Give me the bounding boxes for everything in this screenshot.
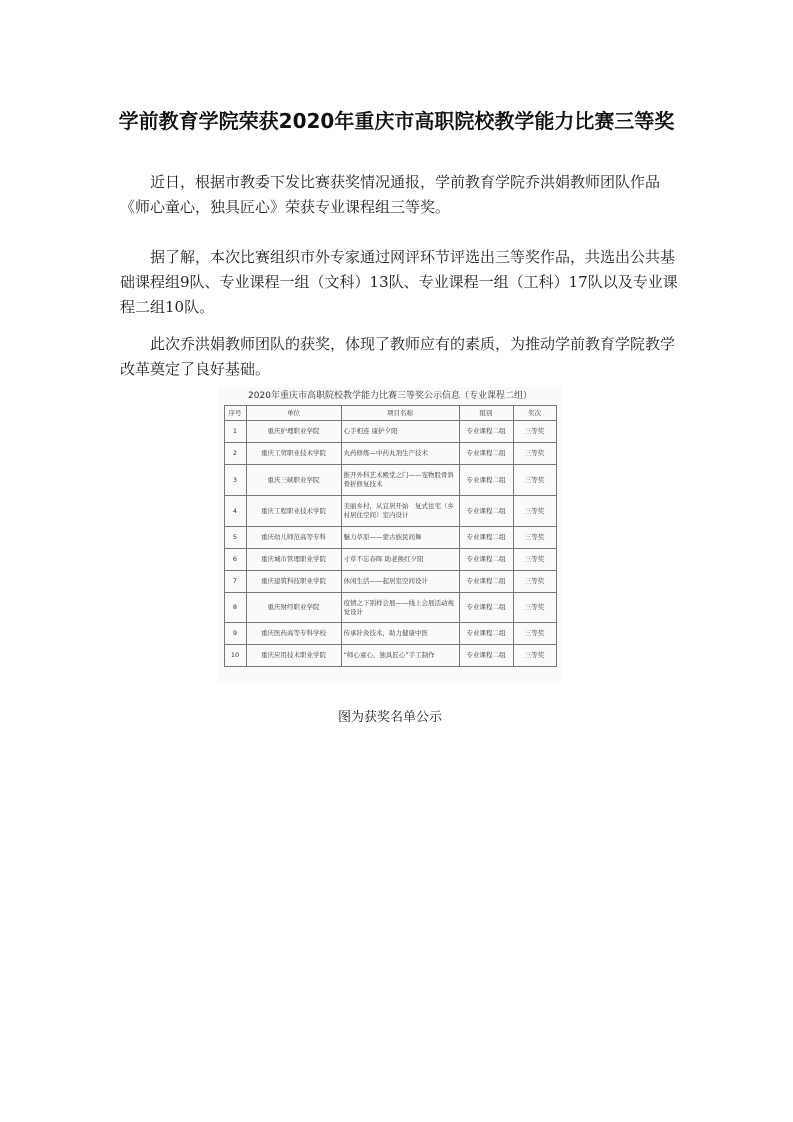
table-cell: 专业课程二组 [459, 645, 513, 667]
table-cell: 专业课程二组 [459, 623, 513, 645]
table-cell: 三等奖 [513, 593, 556, 623]
table-cell: 重庆三峡职业学院 [246, 465, 341, 496]
table-cell: 2 [224, 443, 246, 465]
table-cell: 三等奖 [513, 623, 556, 645]
table-cell: 魅力草原——蒙古族民间舞 [341, 527, 459, 549]
table-cell: 专业课程二组 [459, 421, 513, 443]
table-cell: 5 [224, 527, 246, 549]
paragraph-1: 近日，根据市教委下发比赛获奖情况通报，学前教育学院乔洪娟教师团队作品《师心童心，独具匠心》荣获专业课程组三等奖。 [120, 173, 661, 216]
table-cell: 重庆幼儿师范高等专科 [246, 527, 341, 549]
header-cell: 单位 [246, 406, 341, 421]
table-row [224, 496, 556, 527]
table-cell: 9 [224, 623, 246, 645]
table-cell: 3 [224, 465, 246, 496]
header-cell: 奖次 [513, 406, 556, 421]
table-cell: 重庆应用技术职业学院 [246, 645, 341, 667]
table-cell: 心手相连 康护夕阳 [341, 421, 459, 443]
table-cell: 7 [224, 571, 246, 593]
table-cell: 重庆城市管理职业学院 [246, 549, 341, 571]
table-cell: 三等奖 [513, 549, 556, 571]
header-cell: 组别 [459, 406, 513, 421]
table-cell: 休闲生活——起居室空间设计 [341, 571, 459, 593]
table-header-row [224, 406, 556, 421]
header-cell: 序号 [224, 406, 246, 421]
table-cell: “师心童心，独具匠心”手工制作 [341, 645, 459, 667]
table-cell: 专业课程二组 [459, 549, 513, 571]
table-cell: 重庆建筑科技职业学院 [246, 571, 341, 593]
table-row [224, 421, 556, 443]
table-cell: 专业课程二组 [459, 527, 513, 549]
table-cell: 传承针灸技术，助力健康中医 [341, 623, 459, 645]
table-cell: 专业课程二组 [459, 443, 513, 465]
table-cell: 专业课程二组 [459, 571, 513, 593]
table-cell: 重庆工贸职业技术学院 [246, 443, 341, 465]
table-row [224, 465, 556, 496]
table-cell: 10 [224, 645, 246, 667]
table-cell: 1 [224, 421, 246, 443]
paragraph-3: 此次乔洪娟教师团队的获奖，体现了教师应有的素质，为推动学前教育学院教学改革奠定了良好基础。 [120, 335, 676, 378]
table-cell: 重庆护理职业学院 [246, 421, 341, 443]
award-list-image [218, 387, 562, 683]
table-row [224, 571, 556, 593]
table-cell: 三等奖 [513, 465, 556, 496]
table-row [224, 443, 556, 465]
table-cell: 三等奖 [513, 496, 556, 527]
table-cell: 三等奖 [513, 443, 556, 465]
table-cell: 重庆工程职业技术学院 [246, 496, 341, 527]
award-table [224, 405, 557, 667]
table-row [224, 645, 556, 667]
table-row [224, 593, 556, 623]
paragraph-2: 据了解，本次比赛组织市外专家通过网评环节评选出三等奖作品，共选出公共基础课程组9队、专业课程一组（文科）13队、专业课程一组（工科）17队以及专业课程二组10队。 [120, 248, 678, 316]
table-cell: 三等奖 [513, 571, 556, 593]
table-cell: 寸草不忘春晖 助老换红夕阳 [341, 549, 459, 571]
table-cell: 6 [224, 549, 246, 571]
table-row [224, 623, 556, 645]
table-row [224, 549, 556, 571]
table-cell: 推开外科艺术殿堂之门——宠物股骨斜骨折修复技术 [341, 465, 459, 496]
header-cell: 项目名称 [341, 406, 459, 421]
table-cell: 丸药修炼—中药丸剂生产技术 [341, 443, 459, 465]
table-cell: 8 [224, 593, 246, 623]
table-cell: 专业课程二组 [459, 593, 513, 623]
table-cell: 三等奖 [513, 645, 556, 667]
table-cell: 美丽乡村，从宜居开始 复式住宅（乡村居住空间）室内设计 [341, 496, 459, 527]
table-cell: 专业课程二组 [459, 465, 513, 496]
table-cell: 三等奖 [513, 421, 556, 443]
table-cell: 重庆医药高等专科学校 [246, 623, 341, 645]
article-title: 学前教育学院荣获2020年重庆市高职院校教学能力比赛三等奖 [118, 109, 675, 133]
table-cell: 重庆财经职业学院 [246, 593, 341, 623]
table-cell: 4 [224, 496, 246, 527]
figure-title: 2020年重庆市高职院校教学能力比赛三等奖公示信息（专业课程二组） [248, 391, 532, 401]
figure-caption: 图为获奖名单公示 [337, 710, 442, 725]
table-row [224, 527, 556, 549]
table-cell: 三等奖 [513, 527, 556, 549]
table-cell: 疫情之下别样会展——线上会展活动视觉设计 [341, 593, 459, 623]
table-cell: 专业课程二组 [459, 496, 513, 527]
